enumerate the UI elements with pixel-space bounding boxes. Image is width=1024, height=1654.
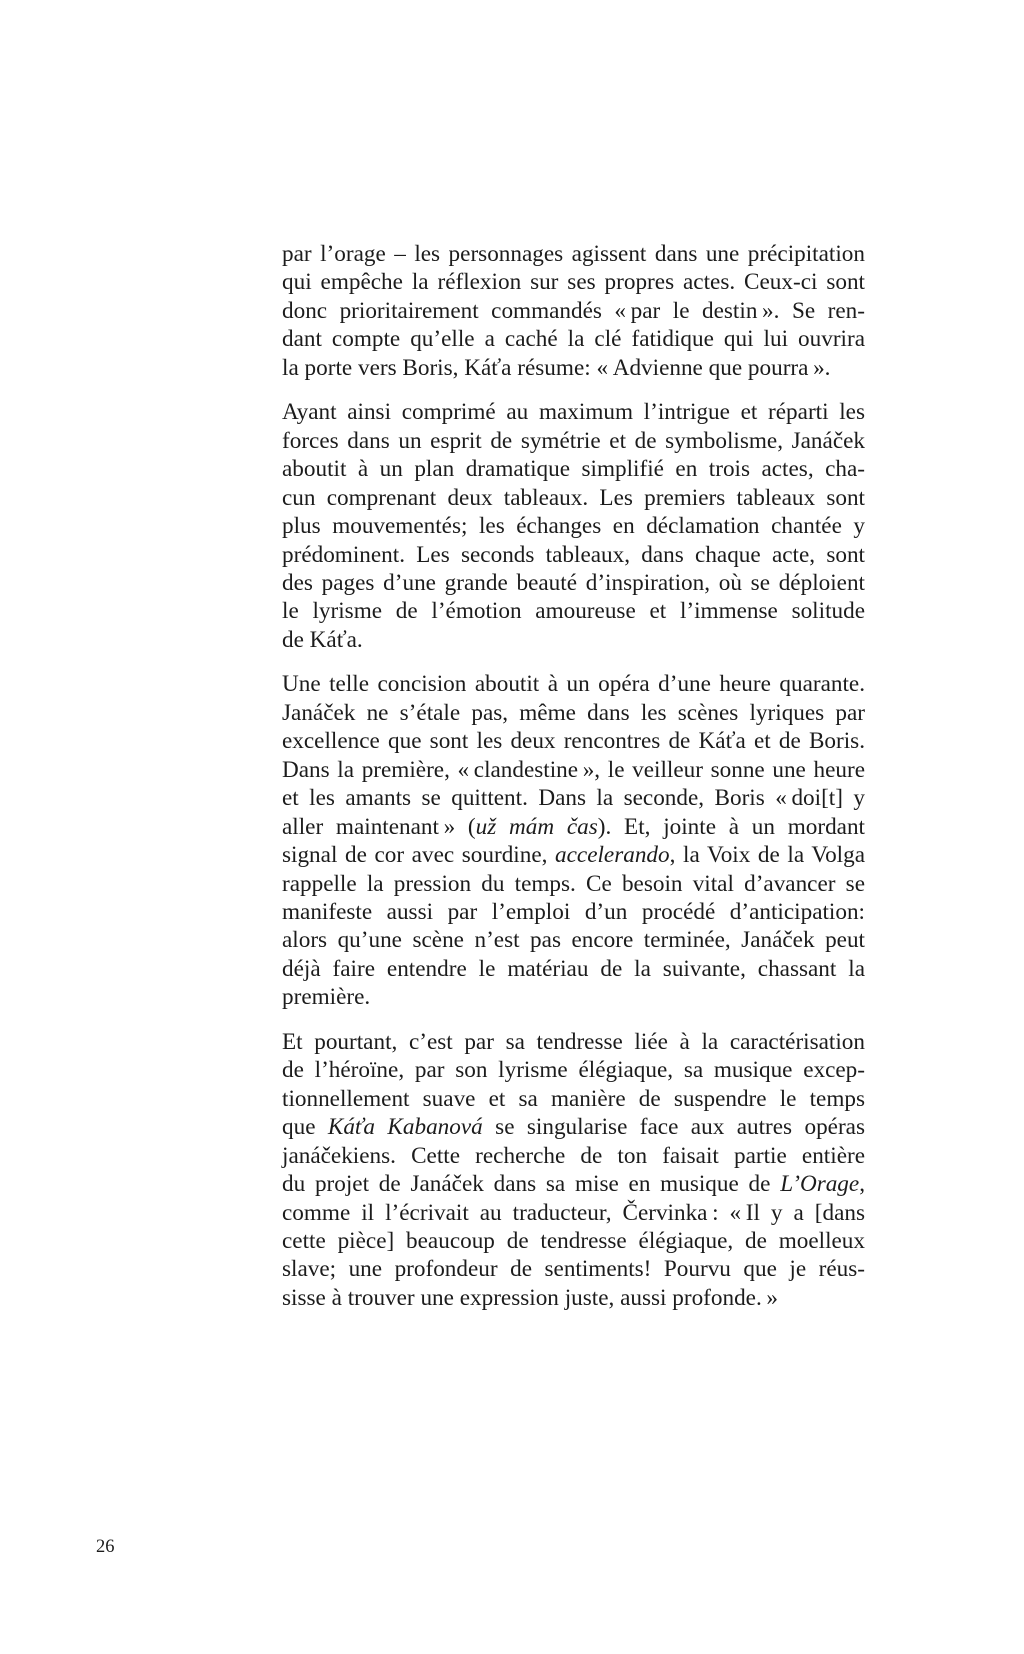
text-line bbox=[282, 1113, 865, 1141]
text-run: le lyrisme de l’émotion amoureuse et l’immense solitude bbox=[282, 598, 865, 625]
text-run: première. bbox=[282, 984, 371, 1011]
text-line bbox=[282, 297, 865, 325]
text-run: aller maintenant » ( bbox=[282, 813, 476, 840]
text-line bbox=[282, 626, 865, 654]
text-run: signal de cor avec sourdine, bbox=[282, 842, 556, 869]
text-run: sisse à trouver une expression juste, aussi profonde. » bbox=[282, 1284, 778, 1311]
text-run: forces dans un esprit de symétrie et de symbolisme, Janáček bbox=[282, 427, 865, 454]
text-run: qui empêche la réflexion sur ses propres actes. Ceux-ci sont bbox=[282, 269, 865, 296]
text-run: Janáček ne s’étale pas, même dans les scènes lyriques par bbox=[282, 699, 865, 726]
text-run: slave; une profondeur de sentiments! Pourvu que je réus- bbox=[282, 1256, 865, 1283]
text-run: se singularise face aux autres opéras bbox=[482, 1114, 866, 1141]
text-line bbox=[282, 541, 865, 569]
text-line bbox=[282, 955, 865, 983]
text-line bbox=[282, 756, 865, 784]
text-run: Ayant ainsi comprimé au maximum l’intrigue et réparti les bbox=[282, 399, 865, 426]
text-run: la porte vers Boris, Káťa résume: « Advienne que pourra ». bbox=[282, 354, 831, 381]
text-line bbox=[282, 926, 865, 954]
text-line bbox=[282, 512, 865, 540]
text-line bbox=[282, 670, 865, 698]
paragraph bbox=[282, 1028, 865, 1313]
text-line bbox=[282, 784, 865, 812]
text-run: cette pièce] beaucoup de tendresse élégiaque, de moelleux bbox=[282, 1227, 865, 1254]
text-line bbox=[282, 727, 865, 755]
text-line bbox=[282, 240, 865, 268]
text-line bbox=[282, 870, 865, 898]
text-line bbox=[282, 427, 865, 455]
text-line bbox=[282, 1142, 865, 1170]
text-run: et les amants se quittent. Dans la seconde, Boris « doi[t] y bbox=[282, 785, 865, 812]
text-run: cun comprenant deux tableaux. Les premiers tableaux sont bbox=[282, 484, 865, 511]
italic-text-run: L’Orage bbox=[780, 1171, 860, 1198]
page-number: 26 bbox=[96, 1537, 115, 1557]
text-run: de Káťa. bbox=[282, 626, 363, 653]
text-line bbox=[282, 455, 865, 483]
text-line bbox=[282, 898, 865, 926]
body-text-block bbox=[282, 240, 865, 1312]
text-run: dant compte qu’elle a caché la clé fatidique qui lui ouvrira bbox=[282, 326, 865, 353]
text-line bbox=[282, 1199, 865, 1227]
text-line bbox=[282, 1056, 865, 1084]
text-run: par l’orage – les personnages agissent dans une précipitation bbox=[282, 241, 865, 267]
paragraph bbox=[282, 240, 865, 382]
text-run: que bbox=[282, 1114, 328, 1141]
italic-text-run: už mám čas bbox=[475, 813, 598, 840]
text-run: comme il l’écrivait au traducteur, Červinka : « Il y a [dans bbox=[282, 1199, 865, 1226]
text-run: plus mouvementés; les échanges en déclamation chantée y bbox=[282, 513, 865, 540]
text-run: déjà faire entendre le matériau de la suivante, chassant la bbox=[282, 955, 865, 982]
text-line bbox=[282, 983, 865, 1011]
text-run: de l’héroïne, par son lyrisme élégiaque, sa musique excep- bbox=[282, 1057, 865, 1084]
text-line bbox=[282, 1170, 865, 1198]
text-line bbox=[282, 813, 865, 841]
text-run: alors qu’une scène n’est pas encore terminée, Janáček peut bbox=[282, 927, 865, 954]
text-line bbox=[282, 1284, 865, 1312]
text-run: donc prioritairement commandés « par le destin ». Se ren- bbox=[282, 297, 865, 324]
text-run: Dans la première, « clandestine », le veilleur sonne une heure bbox=[282, 756, 865, 783]
text-run: , la Voix de la Volga bbox=[669, 842, 866, 869]
text-line bbox=[282, 841, 865, 869]
italic-text-run: Káťa Kabanová bbox=[327, 1114, 483, 1141]
text-run: aboutit à un plan dramatique simplifié en trois actes, cha- bbox=[282, 456, 865, 483]
text-line bbox=[282, 1085, 865, 1113]
text-line bbox=[282, 268, 865, 296]
text-line bbox=[282, 1227, 865, 1255]
text-line bbox=[282, 597, 865, 625]
text-run: Et pourtant, c’est par sa tendresse liée à la caractérisation bbox=[282, 1028, 865, 1055]
text-run: , bbox=[859, 1171, 865, 1198]
text-line bbox=[282, 569, 865, 597]
text-line bbox=[282, 325, 865, 353]
paragraph bbox=[282, 398, 865, 654]
text-line bbox=[282, 354, 865, 382]
text-line bbox=[282, 1028, 865, 1056]
text-run: manifeste aussi par l’emploi d’un procédé d’anticipation: bbox=[282, 898, 865, 925]
text-line bbox=[282, 398, 865, 426]
text-run: tionnellement suave et sa manière de suspendre le temps bbox=[282, 1085, 865, 1112]
text-line bbox=[282, 1255, 865, 1283]
text-run: ). Et, jointe à un mordant bbox=[597, 813, 865, 840]
paragraph bbox=[282, 670, 865, 1011]
text-run: des pages d’une grande beauté d’inspiration, où se déploient bbox=[282, 569, 865, 596]
text-run: janáčekiens. Cette recherche de ton faisait partie entière bbox=[282, 1142, 865, 1169]
text-line bbox=[282, 699, 865, 727]
text-run: excellence que sont les deux rencontres de Káťa et de Boris. bbox=[282, 728, 865, 755]
italic-text-run: accelerando bbox=[555, 842, 670, 869]
text-line bbox=[282, 484, 865, 512]
text-run: du projet de Janáček dans sa mise en musique de bbox=[282, 1171, 781, 1198]
text-run: Une telle concision aboutit à un opéra d’une heure quarante. bbox=[282, 671, 865, 698]
text-run: rappelle la pression du temps. Ce besoin vital d’avancer se bbox=[282, 870, 865, 897]
text-run: prédominent. Les seconds tableaux, dans chaque acte, sont bbox=[282, 541, 865, 568]
